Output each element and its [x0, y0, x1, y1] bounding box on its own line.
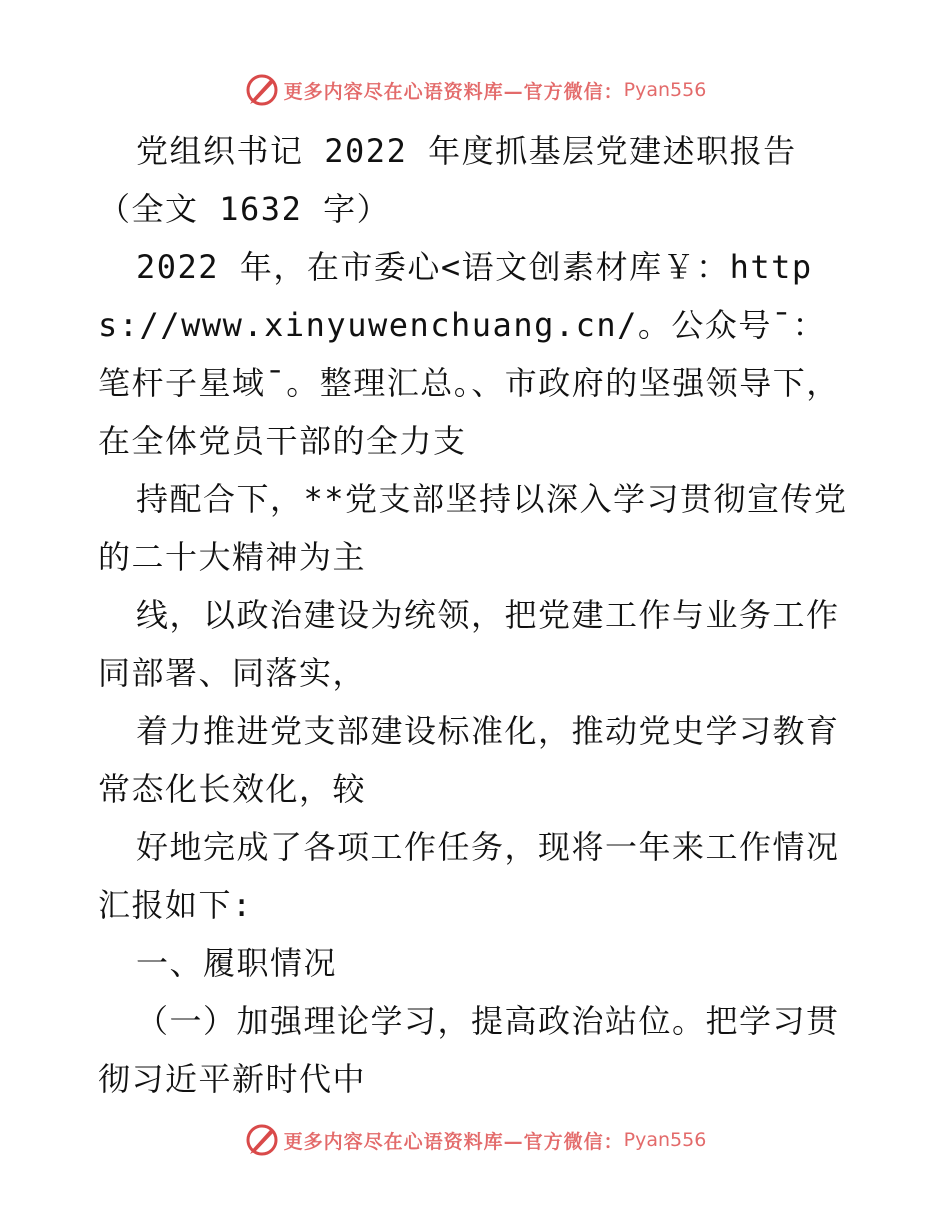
quill-pen-circle-icon	[244, 1122, 280, 1158]
paragraph: 好地完成了各项工作任务，现将一年来工作情况汇报如下:	[98, 828, 840, 924]
document-body	[98, 122, 858, 1108]
paragraph: 2022 年，在市委心<语文创素材库￥：https://www.xinyuwenchuang.cn/。公众号¯：笔杆子星域¯。整理汇总。、市政府的坚强领导下，在全体党员干部的全力支	[98, 248, 840, 460]
watermark-wechat-id: Pyan556	[623, 79, 707, 101]
watermark-wechat-id: Pyan556	[623, 1129, 707, 1151]
header-watermark	[0, 68, 950, 112]
quill-pen-circle-icon	[244, 72, 280, 108]
paragraph: 着力推进党支部建设标准化，推动党史学习教育常态化长效化，较	[98, 712, 840, 808]
document-title: 党组织书记 2022 年度抓基层党建述职报告（全文 1632 字）	[98, 132, 797, 228]
section-heading: 一、履职情况	[136, 944, 338, 982]
watermark-text: 更多内容尽在心语资料库—官方微信：	[283, 1130, 624, 1153]
paragraph: 线，以政治建设为统领，把党建工作与业务工作同部署、同落实，	[98, 596, 840, 692]
paragraph: （一）加强理论学习，提高政治站位。把学习贯彻习近平新时代中	[98, 1002, 840, 1098]
footer-watermark	[0, 1118, 950, 1162]
paragraph: 持配合下，**党支部坚持以深入学习贯彻宣传党的二十大精神为主	[98, 480, 848, 576]
watermark-text: 更多内容尽在心语资料库—官方微信：	[283, 80, 624, 103]
